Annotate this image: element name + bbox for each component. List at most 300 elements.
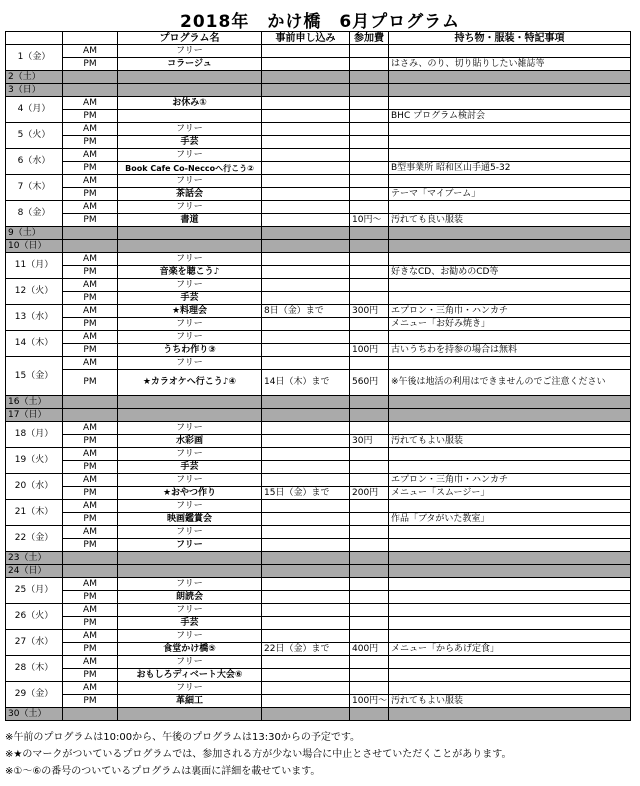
slot-label: AM (63, 578, 118, 591)
table-row (6, 253, 631, 266)
slot-label: AM (63, 331, 118, 344)
empty-cell (63, 552, 118, 565)
program-name: 茶話会 (118, 188, 262, 201)
table-row (6, 110, 631, 123)
reservation-deadline (262, 422, 350, 435)
slot-label: PM (63, 292, 118, 305)
slot-label: AM (63, 149, 118, 162)
fee-amount (350, 448, 389, 461)
reservation-deadline (262, 97, 350, 110)
day-label: 20（水） (6, 474, 63, 500)
notes-cell: 汚れてもよい服装 (389, 695, 631, 708)
empty-cell (389, 227, 631, 240)
header-row (6, 32, 631, 45)
empty-cell (262, 240, 350, 253)
notes-cell (389, 201, 631, 214)
table-row (6, 643, 631, 656)
reservation-deadline (262, 292, 350, 305)
slot-label: AM (63, 123, 118, 136)
table-row (6, 162, 631, 175)
empty-cell (262, 71, 350, 84)
program-name: フリー (118, 500, 262, 513)
empty-cell (262, 708, 350, 721)
empty-cell (350, 84, 389, 97)
program-name: フリー (118, 45, 262, 58)
notes-cell (389, 357, 631, 370)
fee-amount (350, 526, 389, 539)
notes-cell (389, 45, 631, 58)
fee-amount: 200円 (350, 487, 389, 500)
day-label: 9（土） (6, 227, 63, 240)
program-name: フリー (118, 604, 262, 617)
slot-label: PM (63, 266, 118, 279)
table-row (6, 578, 631, 591)
table-row (6, 279, 631, 292)
table-row (6, 669, 631, 682)
empty-cell (389, 708, 631, 721)
notes-cell (389, 539, 631, 552)
reservation-deadline (262, 266, 350, 279)
table-row (6, 539, 631, 552)
reservation-deadline (262, 526, 350, 539)
notes-cell (389, 331, 631, 344)
table-row (6, 149, 631, 162)
slot-label: PM (63, 669, 118, 682)
notes-cell (389, 526, 631, 539)
program-name: 食堂かけ橋⑤ (118, 643, 262, 656)
reservation-deadline (262, 175, 350, 188)
slot-label: AM (63, 305, 118, 318)
program-name: フリー (118, 474, 262, 487)
fee-amount (350, 58, 389, 71)
fee-amount (350, 682, 389, 695)
footnote-number: ※①～⑥の番号のついているプログラムは裏面に詳細を載せています。 (5, 766, 321, 777)
notes-cell: 汚れてもよい服装 (389, 435, 631, 448)
program-name: 映画鑑賞会 (118, 513, 262, 526)
reservation-deadline (262, 461, 350, 474)
fee-amount (350, 461, 389, 474)
notes-cell (389, 253, 631, 266)
table-row (6, 513, 631, 526)
slot-label: PM (63, 214, 118, 227)
reservation-deadline: 8日（金）まで (262, 305, 350, 318)
day-label: 16（土） (6, 396, 63, 409)
reservation-deadline (262, 45, 350, 58)
slot-label: PM (63, 513, 118, 526)
slot-label: PM (63, 344, 118, 357)
notes-cell (389, 136, 631, 149)
program-name: フリー (118, 656, 262, 669)
reservation-deadline (262, 344, 350, 357)
day-label: 22（金） (6, 526, 63, 552)
empty-cell (63, 409, 118, 422)
fee-amount (350, 188, 389, 201)
day-label: 26（火） (6, 604, 63, 630)
reservation-deadline (262, 474, 350, 487)
day-label: 19（火） (6, 448, 63, 474)
empty-cell (350, 552, 389, 565)
program-name: うちわ作り③ (118, 344, 262, 357)
slot-label: AM (63, 97, 118, 110)
table-row (6, 331, 631, 344)
reservation-deadline (262, 331, 350, 344)
empty-cell (262, 84, 350, 97)
slot-label: AM (63, 279, 118, 292)
slot-label: AM (63, 201, 118, 214)
empty-cell (63, 84, 118, 97)
table-row (6, 292, 631, 305)
notes-cell (389, 175, 631, 188)
fee-amount (350, 513, 389, 526)
notes-cell (389, 617, 631, 630)
notes-cell: メニュー「からあげ定食」 (389, 643, 631, 656)
table-row (6, 591, 631, 604)
reservation-deadline (262, 539, 350, 552)
reservation-deadline (262, 214, 350, 227)
slot-label: AM (63, 448, 118, 461)
day-label: 15（金） (6, 357, 63, 396)
table-row (6, 214, 631, 227)
fee-amount (350, 500, 389, 513)
program-name: フリー (118, 331, 262, 344)
notes-cell (389, 97, 631, 110)
empty-cell (350, 240, 389, 253)
weekend-row (6, 396, 631, 409)
program-name: フリー (118, 539, 262, 552)
program-name: おもしろディベート大会⑥ (118, 669, 262, 682)
table-row (6, 58, 631, 71)
schedule-body (6, 45, 631, 721)
empty-cell (350, 708, 389, 721)
reservation-deadline (262, 136, 350, 149)
table-row (6, 422, 631, 435)
empty-cell (118, 84, 262, 97)
reservation-deadline (262, 448, 350, 461)
page-title: 2018年 かけ橋 6月プログラム (180, 12, 460, 32)
empty-cell (350, 409, 389, 422)
notes-cell: エプロン・三角巾・ハンカチ (389, 305, 631, 318)
reservation-deadline (262, 630, 350, 643)
slot-label: AM (63, 500, 118, 513)
reservation-deadline (262, 279, 350, 292)
fee-amount (350, 253, 389, 266)
empty-cell (389, 565, 631, 578)
notes-cell: エプロン・三角巾・ハンカチ (389, 474, 631, 487)
program-name: ★おやつ作り (118, 487, 262, 500)
fee-amount (350, 97, 389, 110)
empty-cell (350, 565, 389, 578)
slot-label: AM (63, 682, 118, 695)
fee-amount (350, 669, 389, 682)
reservation-deadline (262, 591, 350, 604)
table-row (6, 97, 631, 110)
slot-label: PM (63, 162, 118, 175)
notes-cell (389, 123, 631, 136)
table-row (6, 604, 631, 617)
fee-amount (350, 110, 389, 123)
fee-amount (350, 175, 389, 188)
empty-cell (389, 240, 631, 253)
reservation-deadline (262, 162, 350, 175)
empty-cell (63, 227, 118, 240)
notes-cell (389, 500, 631, 513)
reservation-deadline (262, 656, 350, 669)
program-name: 手芸 (118, 617, 262, 630)
header-notes: 持ち物・服装・特記事項 (389, 32, 631, 45)
slot-label: PM (63, 136, 118, 149)
empty-cell (350, 71, 389, 84)
slot-label: PM (63, 318, 118, 331)
notes-cell: 汚れても良い服装 (389, 214, 631, 227)
fee-amount (350, 123, 389, 136)
empty-cell (118, 409, 262, 422)
empty-cell (118, 565, 262, 578)
program-name: ★料理会 (118, 305, 262, 318)
fee-amount (350, 474, 389, 487)
empty-cell (389, 84, 631, 97)
fee-amount: 560円 (350, 370, 389, 396)
notes-cell (389, 292, 631, 305)
table-row (6, 357, 631, 370)
day-label: 21（木） (6, 500, 63, 526)
fee-amount: 30円 (350, 435, 389, 448)
day-label: 14（木） (6, 331, 63, 357)
slot-label: AM (63, 357, 118, 370)
slot-label: AM (63, 253, 118, 266)
day-label: 29（金） (6, 682, 63, 708)
weekend-row (6, 552, 631, 565)
notes-cell: 古いうちわを持参の場合は無料 (389, 344, 631, 357)
table-row (6, 136, 631, 149)
slot-label: AM (63, 630, 118, 643)
slot-label: AM (63, 422, 118, 435)
empty-cell (63, 565, 118, 578)
fee-amount (350, 331, 389, 344)
header-program: プログラム名 (118, 32, 262, 45)
day-label: 24（日） (6, 565, 63, 578)
day-label: 3（日） (6, 84, 63, 97)
empty-cell (389, 396, 631, 409)
reservation-deadline (262, 201, 350, 214)
program-name: お休み① (118, 97, 262, 110)
day-label: 6（水） (6, 149, 63, 175)
fee-amount (350, 422, 389, 435)
empty-cell (389, 71, 631, 84)
header-day (6, 32, 63, 45)
empty-cell (63, 71, 118, 84)
notes-cell (389, 669, 631, 682)
slot-label: PM (63, 435, 118, 448)
program-name (118, 110, 262, 123)
empty-cell (389, 409, 631, 422)
fee-amount (350, 630, 389, 643)
day-label: 7（木） (6, 175, 63, 201)
fee-amount (350, 591, 389, 604)
program-name: フリー (118, 682, 262, 695)
slot-label: PM (63, 58, 118, 71)
program-name: 手芸 (118, 461, 262, 474)
fee-amount (350, 318, 389, 331)
day-label: 27（水） (6, 630, 63, 656)
program-name: コラージュ (118, 58, 262, 71)
day-label: 11（月） (6, 253, 63, 279)
program-name: フリー (118, 279, 262, 292)
slot-label: PM (63, 643, 118, 656)
table-row (6, 461, 631, 474)
slot-label: AM (63, 526, 118, 539)
day-label: 2（土） (6, 71, 63, 84)
empty-cell (118, 396, 262, 409)
reservation-deadline (262, 110, 350, 123)
program-name: フリー (118, 357, 262, 370)
day-label: 8（金） (6, 201, 63, 227)
table-row (6, 630, 631, 643)
fee-amount (350, 136, 389, 149)
reservation-deadline (262, 318, 350, 331)
day-label: 10（日） (6, 240, 63, 253)
table-row (6, 305, 631, 318)
day-label: 17（日） (6, 409, 63, 422)
reservation-deadline (262, 578, 350, 591)
reservation-deadline (262, 188, 350, 201)
program-name: フリー (118, 630, 262, 643)
empty-cell (118, 240, 262, 253)
slot-label: PM (63, 539, 118, 552)
reservation-deadline: 14日（木）まで (262, 370, 350, 396)
program-name: 音楽を聴こう♪ (118, 266, 262, 279)
table-row (6, 123, 631, 136)
fee-amount (350, 279, 389, 292)
fee-amount (350, 292, 389, 305)
program-name: 書道 (118, 214, 262, 227)
notes-cell: B型事業所 昭和区山手通5-32 (389, 162, 631, 175)
fee-amount (350, 578, 389, 591)
day-label: 25（月） (6, 578, 63, 604)
weekend-row (6, 71, 631, 84)
table-row (6, 526, 631, 539)
empty-cell (350, 396, 389, 409)
reservation-deadline: 15日（金）まで (262, 487, 350, 500)
slot-label: AM (63, 175, 118, 188)
reservation-deadline: 22日（金）まで (262, 643, 350, 656)
weekend-row (6, 708, 631, 721)
table-row (6, 370, 631, 396)
reservation-deadline (262, 682, 350, 695)
fee-amount (350, 604, 389, 617)
notes-cell (389, 461, 631, 474)
weekend-row (6, 240, 631, 253)
notes-cell (389, 682, 631, 695)
day-label: 30（土） (6, 708, 63, 721)
table-row (6, 474, 631, 487)
program-name: フリー (118, 448, 262, 461)
notes-cell (389, 422, 631, 435)
slot-label: PM (63, 487, 118, 500)
slot-label: AM (63, 474, 118, 487)
empty-cell (262, 565, 350, 578)
notes-cell (389, 591, 631, 604)
slot-label: PM (63, 370, 118, 396)
table-row (6, 487, 631, 500)
empty-cell (63, 240, 118, 253)
notes-cell (389, 604, 631, 617)
table-row (6, 682, 631, 695)
notes-cell: テーマ「マイブーム」 (389, 188, 631, 201)
slot-label: AM (63, 604, 118, 617)
fee-amount: 400円 (350, 643, 389, 656)
notes-cell: ※午後は地活の利用はできませんのでご注意ください (389, 370, 631, 396)
header-reserve: 事前申し込み (262, 32, 350, 45)
table-row (6, 500, 631, 513)
fee-amount: 100円～ (350, 695, 389, 708)
program-name: フリー (118, 578, 262, 591)
slot-label: AM (63, 656, 118, 669)
table-row (6, 617, 631, 630)
weekend-row (6, 227, 631, 240)
notes-cell (389, 630, 631, 643)
reservation-deadline (262, 617, 350, 630)
slot-label: PM (63, 188, 118, 201)
table-row (6, 435, 631, 448)
empty-cell (118, 227, 262, 240)
notes-cell: 好きなCD、お勧めのCD等 (389, 266, 631, 279)
reservation-deadline (262, 695, 350, 708)
program-name: フリー (118, 201, 262, 214)
fee-amount (350, 45, 389, 58)
slot-label: PM (63, 461, 118, 474)
weekend-row (6, 565, 631, 578)
empty-cell (262, 409, 350, 422)
fee-amount (350, 357, 389, 370)
notes-cell (389, 149, 631, 162)
day-label: 18（月） (6, 422, 63, 448)
reservation-deadline (262, 513, 350, 526)
weekend-row (6, 409, 631, 422)
notes-cell (389, 448, 631, 461)
empty-cell (350, 227, 389, 240)
reservation-deadline (262, 149, 350, 162)
reservation-deadline (262, 435, 350, 448)
notes-cell (389, 279, 631, 292)
program-name: 水彩画 (118, 435, 262, 448)
empty-cell (63, 396, 118, 409)
slot-label: PM (63, 591, 118, 604)
program-name: フリー (118, 149, 262, 162)
day-label: 12（火） (6, 279, 63, 305)
day-label: 28（木） (6, 656, 63, 682)
fee-amount (350, 162, 389, 175)
empty-cell (118, 708, 262, 721)
empty-cell (118, 71, 262, 84)
reservation-deadline (262, 669, 350, 682)
table-row (6, 188, 631, 201)
header-slot (63, 32, 118, 45)
footnotes (5, 729, 511, 780)
empty-cell (262, 396, 350, 409)
day-label: 4（月） (6, 97, 63, 123)
empty-cell (118, 552, 262, 565)
notes-cell (389, 656, 631, 669)
slot-label: AM (63, 45, 118, 58)
footnote-time: ※午前のプログラムは10:00から、午後のプログラムは13:30からの予定です。 (5, 732, 361, 743)
empty-cell (262, 227, 350, 240)
slot-label: PM (63, 110, 118, 123)
table-row (6, 344, 631, 357)
table-row (6, 201, 631, 214)
program-name: 朗読会 (118, 591, 262, 604)
program-name: フリー (118, 123, 262, 136)
fee-amount (350, 149, 389, 162)
